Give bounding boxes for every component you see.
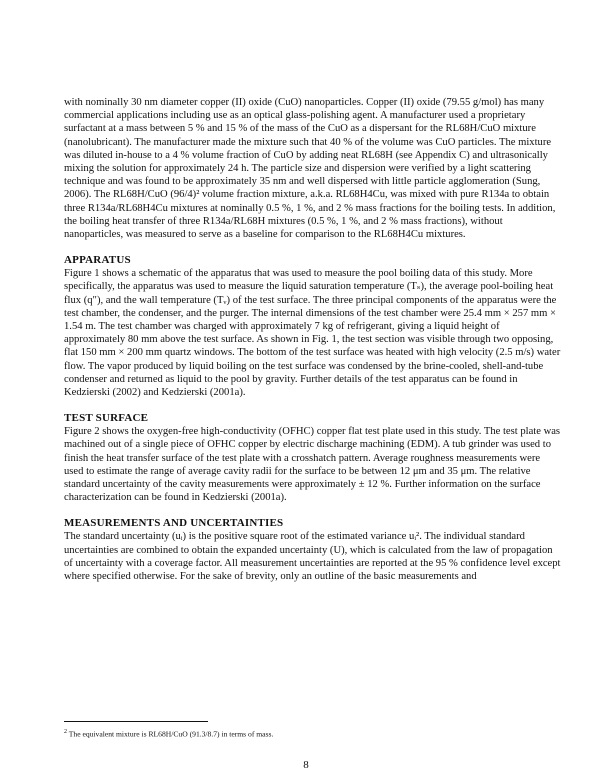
- footnote-text: The equivalent mixture is RL68H/CuO (91.3/8.7) in terms of mass.: [68, 729, 274, 739]
- page-body: [64, 96, 562, 583]
- footnote-marker: 2: [64, 729, 67, 735]
- test-surface-heading: TEST SURFACE: [64, 412, 149, 425]
- apparatus-heading: APPARATUS: [64, 254, 131, 267]
- intro-paragraph: with nominally 30 nm diameter copper (II) oxide (CuO) nanoparticles. Copper (II) oxide (79.55 g/mol) has many commercial applications including use as an optical glass-polishing agent. A manufacturer used a proprietary surfactant at a mass between 5 % and 15 % of the mass of the CuO as a dispersant for the RL68H/CuO mixture (nanolubricant). The manufacturer made the mixture such that 40 % of the volume was CuO particles. The mixture was diluted in-house to a 4 % volume fraction of CuO by adding neat RL68H (see Appendix C) and ultrasonically mixing the solution for approximately 24 h. The particle size and dispersion were verified by a light scattering technique and was found to be approximately 35 nm and well dispersed with little particle agglomeration (Sung, 2006). The RL68H/CuO (96/4)² volume fraction mixture, a.k.a. RL68H4Cu, was mixed with pure R134a to obtain three R134a/RL68H4Cu mixtures at nominally 0.5 %, 1 %, and 2 % mass fractions for the boiling tests. In addition, the boiling heat transfer of three R134a/RL68H mixtures (0.5 %, 1 %, and 2 % mass fractions), without nanoparticles, was measured to serve as a baseline for comparison to the RL68H4Cu mixtures.: [64, 97, 556, 241]
- page-number: 8: [303, 759, 309, 771]
- measurements-paragraph: The standard uncertainty (uᵢ) is the positive square root of the estimated variance uᵢ². The individual standard uncertainties are combined to obtain the expanded uncertainty (U), which is calculated from the law of propagation of uncertainty with a coverage factor. All measurement uncertainties are reported at the 95 % confidence level except where specified otherwise. For the sake of brevity, only an outline of the basic measurements and: [64, 531, 561, 583]
- footnote-divider: [64, 721, 208, 722]
- measurements-heading: MEASUREMENTS AND UNCERTAINTIES: [64, 517, 284, 530]
- test-surface-paragraph: Figure 2 shows the oxygen-free high-conductivity (OFHC) copper flat test plate used in this study. The test plate was machined out of a single piece of OFHC copper by electric discharge machining (EDM). A tub grinder was used to finish the heat transfer surface of the test plate with a crosshatch pattern. Average roughness measurements were used to estimate the range of average cavity radii for the surface to be between 12 μm and 35 μm. The relative standard uncertainty of the cavity measurements were approximately ± 12 %. Further information on the surface characterization can be found in Kedzierski (2001a).: [64, 426, 561, 504]
- apparatus-paragraph: Figure 1 shows a schematic of the apparatus that was used to measure the pool boiling data of this study. More specifically, the apparatus was used to measure the liquid saturation temperature (Tₛ), the average pool-boiling heat flux (q″), and the wall temperature (Tᵥ) of the test surface. The three principal components of the apparatus were the test chamber, the condenser, and the purger. The internal dimensions of the test chamber were 25.4 mm × 257 mm × 1.54 m. The test chamber was charged with approximately 7 kg of refrigerant, giving a liquid height of approximately 80 mm above the test surface. As shown in Fig. 1, the test section was visible through two opposing, flat 150 mm × 200 mm quartz windows. The bottom of the test surface was heated with high velocity (2.5 m/s) water flow. The vapor produced by liquid boiling on the test surface was condensed by the brine-cooled, shell-and-tube condenser and returned as liquid to the pool by gravity. Further details of the test apparatus can be found in Kedzierski (2002) and Kedzierski (2001a).: [64, 268, 561, 399]
- footnote: [64, 727, 273, 740]
